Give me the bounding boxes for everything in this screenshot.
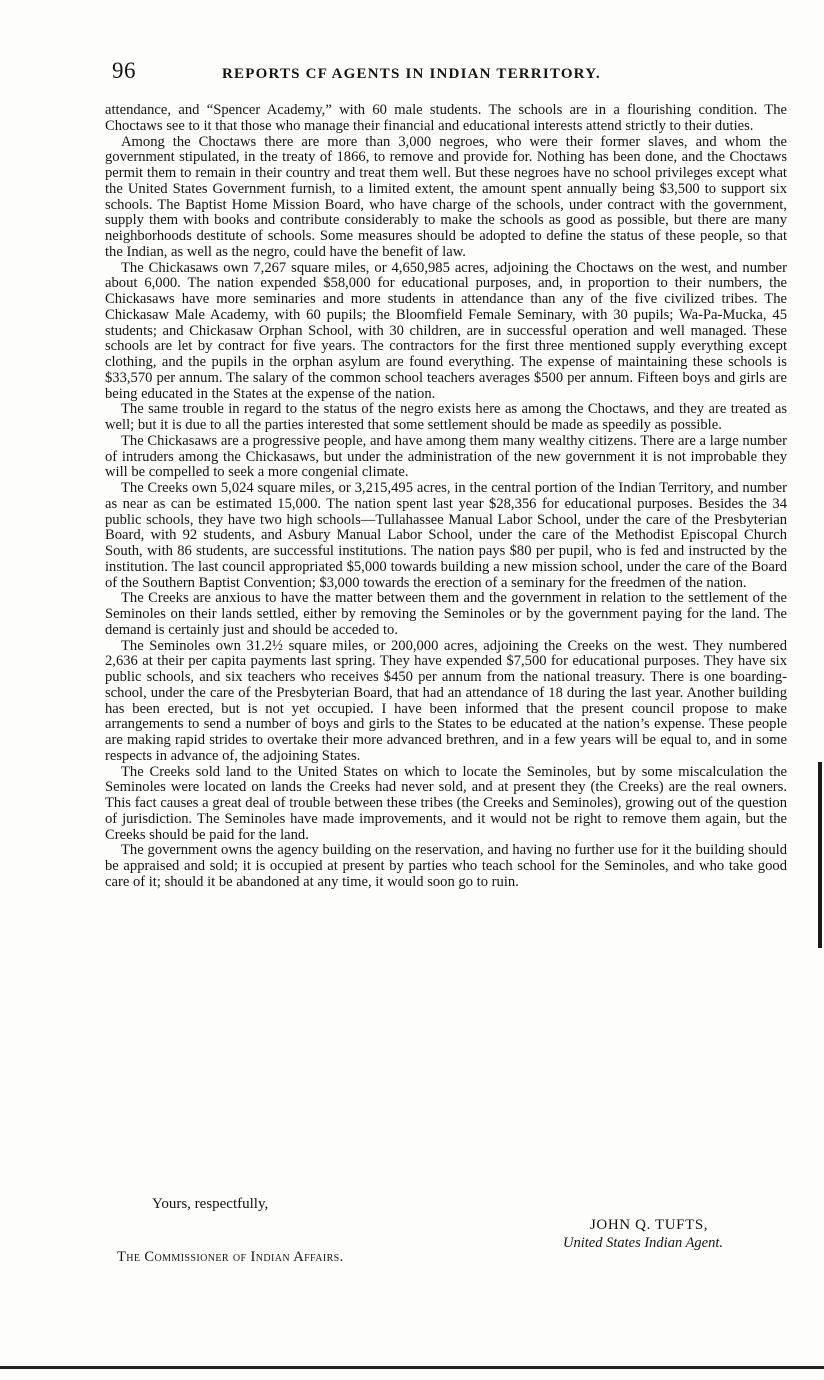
paragraph-4: The same trouble in regard to the status of the negro exists here as among the Choctaws, and they are treated as well; but it is due to all the parties interested that some settlement should be made as speedily as possible. bbox=[105, 401, 787, 433]
paragraph-2: Among the Choctaws there are more than 3,000 negroes, who were their former slaves, and whom the government stipulated, in the treaty of 1866, to remove and provide for. Nothing has been done, and the Choctaws permit them to remain in their country and treat them well. But these negroes have no school privileges except what the United States Government furnish, to a limited extent, the amount spent annually being $3,500 to support six schools. The Baptist Home Mission Board, who have charge of the schools, under contract with the government, supply them with books and contribute considerably to make the schools as good as possible, but there are many neighborhoods destitute of schools. Some measures should be adopted to define the status of these people, so that the Indian, as well as the negro, could have the benefit of law. bbox=[105, 133, 787, 260]
addressee-line: The Commissioner of Indian Affairs. bbox=[117, 1249, 344, 1265]
signature-name: JOHN Q. TUFTS, bbox=[590, 1217, 709, 1233]
page-header bbox=[108, 58, 784, 88]
paragraph-3: The Chickasaws own 7,267 square miles, or 4,650,985 acres, adjoining the Choctaws on the west, and number about 6,000. The nation expended $58,000 for educational purposes, and, in proportion to their numbers, the Chickasaws have more seminaries and more students in attendance than any of the five civilized tribes. The Chickasaw Male Academy, with 60 pupils; the Bloomfield Female Seminary, with 30 pupils; Wa-Pa-Mucka, 45 students; and Chickasaw Orphan School, with 30 children, are in successful operation and well managed. These schools are let by contract for five years. The contractors for the first three mentioned supply everything except clothing, and the pupils in the orphan asylum are found everything. The expense of maintaining these schools is $33,570 per annum. The salary of the common school teachers averages $500 per annum. Fifteen boys and girls are being educated in the States at the expense of the nation. bbox=[105, 259, 787, 402]
page-number: 96 bbox=[112, 58, 136, 83]
paragraph-5: The Chickasaws are a progressive people, and have among them many wealthy citizens. There are a large number of intruders among the Chickasaws, but under the administration of the new government it is not improbable they will be compelled to seek a more congenial climate. bbox=[105, 432, 787, 481]
paragraph-8: The Seminoles own 31.2½ square miles, or 200,000 acres, adjoining the Creeks on the west. They numbered 2,636 at their per capita payments last spring. They have expended $7,500 for educational purposes. They have six public schools, and six teachers who receives $450 per annum from the national treasury. There is one boarding-school, under the care of the Presbyterian Board, that had an attendance of 18 during the last year. Another building has been erected, but is not yet occupied. I have been informed that the present council propose to make arrangements to send a number of boys and girls to the States to be educated at the nation’s expense. These people are making rapid strides to overtake their more advanced brethren, and in a few years will be equal to, and in some respects in advance of, the adjoining States. bbox=[105, 637, 787, 764]
paragraph-1: attendance, and “Spencer Academy,” with 60 male students. The schools are in a flourishing condition. The Choctaws see to it that those who manage their financial and educational interests attend strictly to their duties. bbox=[105, 102, 787, 134]
bottom-scan-edge bbox=[0, 1366, 824, 1369]
paragraph-7: The Creeks are anxious to have the matter between them and the government in relation to the settlement of the Seminoles on their lands settled, either by removing the Seminoles or by the government paying for the land. The demand is certainly just and should be acceded to. bbox=[105, 590, 787, 638]
paragraph-9: The Creeks sold land to the United States on which to locate the Seminoles, but by some miscalculation the Seminoles were located on lands the Creeks had never sold, and at present they (the Creeks) are the real owners. This fact causes a great deal of trouble between these tribes (the Creeks and Seminoles), growing out of the question of jurisdiction. The Seminoles have made improvements, and it would not be right to remove them again, but the Creeks should be paid for the land. bbox=[105, 763, 787, 843]
paragraph-6: The Creeks own 5,024 square miles, or 3,215,495 acres, in the central portion of the Indian Territory, and number as near as can be estimated 15,000. The nation spent last year $28,356 for educational purposes. Besides the 34 public schools, they have two high schools—Tullahassee Manual Labor School, under the care of the Presbyterian Board, with 92 students, and Asbury Manual Labor School, under the care of the Methodist Episcopal Church South, with 86 students, are successful institutions. The nation pays $80 per pupil, who is fed and instructed by the institution. The last council appropriated $5,000 towards building a new mission school, under the care of the Board of the Southern Baptist Convention; $3,000 towards the erection of a seminary for the freedmen of the nation. bbox=[105, 480, 787, 591]
report-body bbox=[105, 103, 787, 891]
closing-salutation: Yours, respectfully, bbox=[152, 1196, 269, 1212]
margin-scan-mark bbox=[818, 762, 822, 948]
signature-title: United States Indian Agent. bbox=[563, 1235, 724, 1251]
running-head: REPORTS CF AGENTS IN INDIAN TERRITORY. bbox=[222, 66, 601, 82]
paragraph-10: The government owns the agency building on the reservation, and having no further use for it the building should be appraised and sold; it is occupied at present by parties who teach school for the Seminoles, and who take good care of it; should it be abandoned at any time, it would soon go to ruin. bbox=[105, 842, 787, 890]
